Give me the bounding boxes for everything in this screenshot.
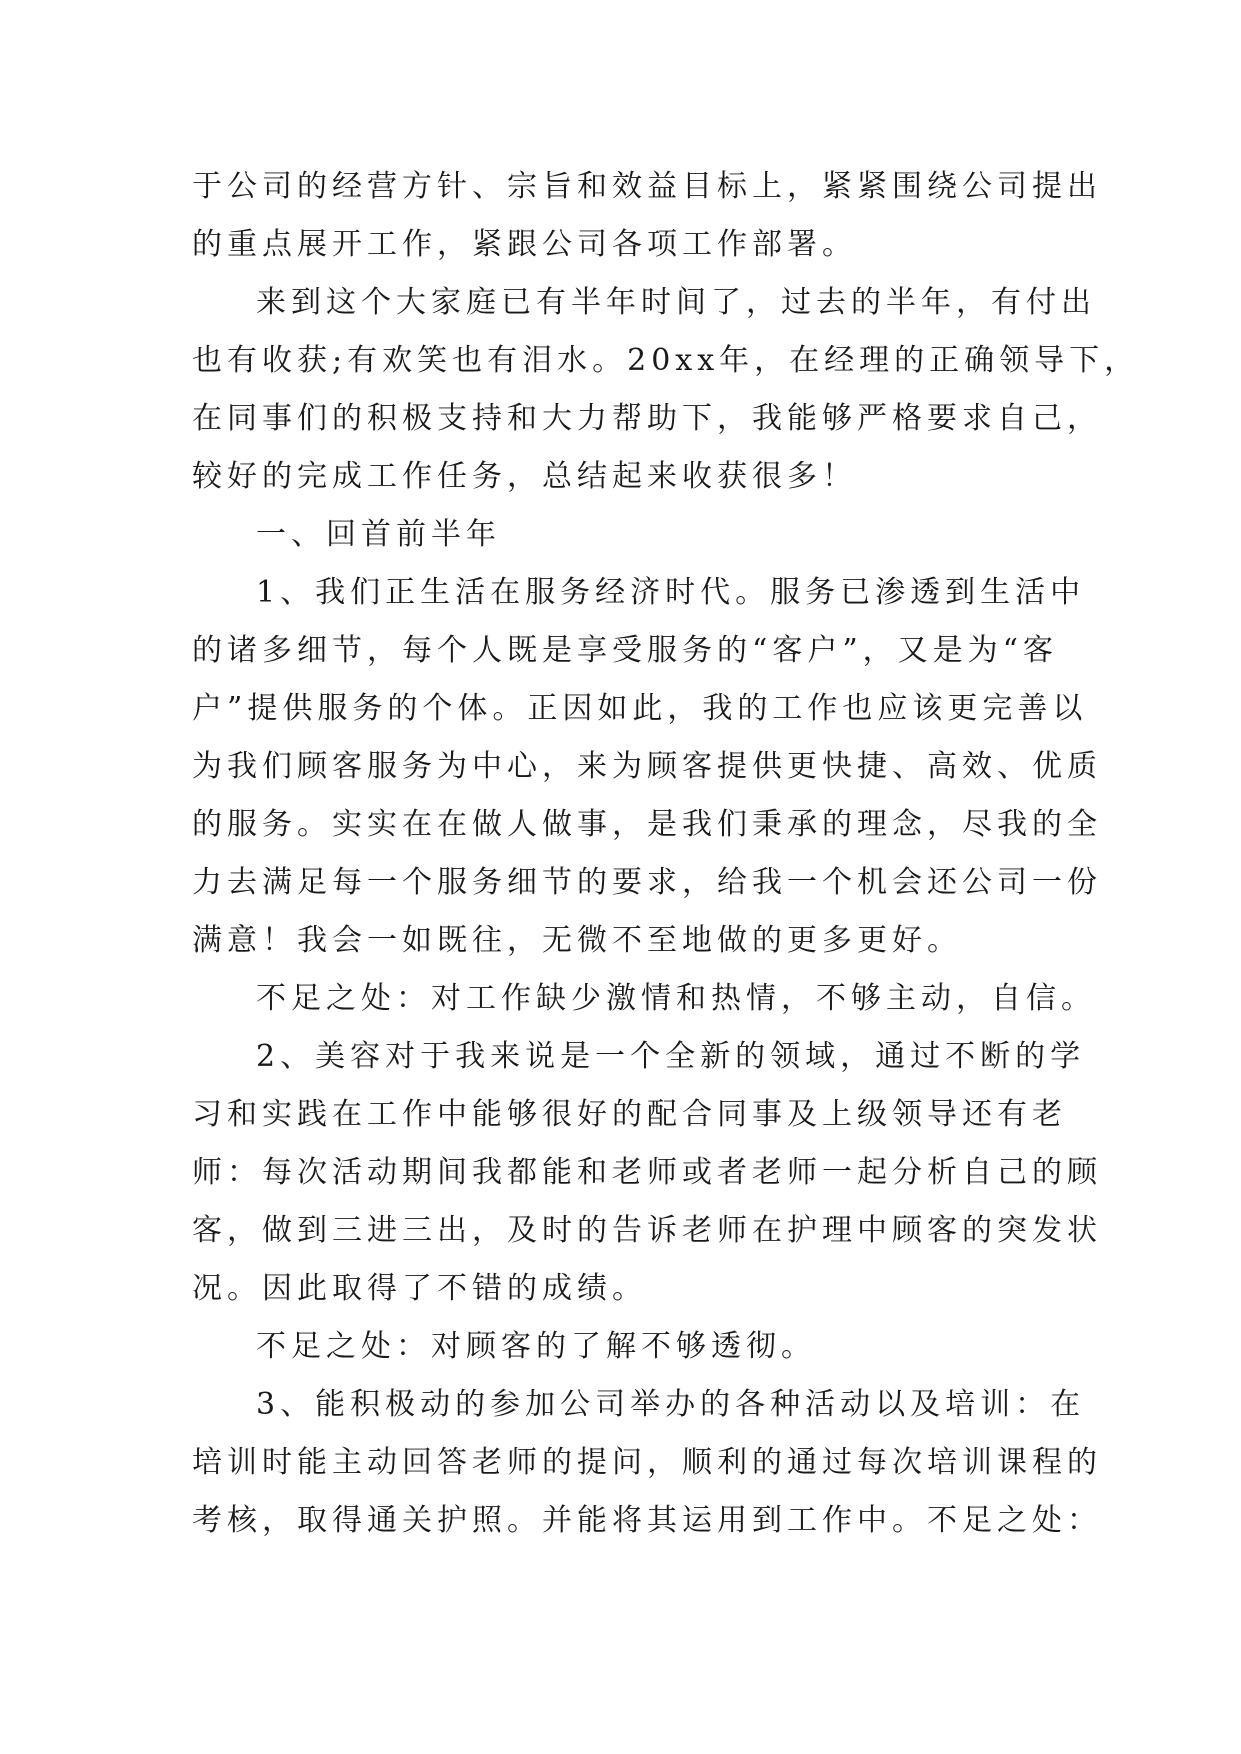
section-heading: 一、回首前半年	[256, 517, 501, 552]
text-line: 为我们顾客服务为中心，来为顾客提供更快捷、高效、优质	[192, 749, 1102, 784]
text-line: 的重点展开工作，紧跟公司各项工作部署。	[192, 227, 857, 262]
paragraph-start: 来到这个大家庭已有半年时间了，过去的半年，有付出	[256, 285, 1096, 320]
text-line: 也有收获;有欢笑也有泪水。20xx年，在经理的正确领导下，	[192, 343, 1140, 378]
shortcoming-note: 不足之处：对工作缺少激情和热情，不够主动，自信。	[256, 981, 1096, 1016]
text-line: 培训时能主动回答老师的提问，顺利的通过每次培训课程的	[192, 1445, 1102, 1480]
text-line: 习和实践在工作中能够很好的配合同事及上级领导还有老	[192, 1097, 1067, 1132]
text-line: 在同事们的积极支持和大力帮助下，我能够严格要求自己，	[192, 401, 1102, 436]
text-line: 师：每次活动期间我都能和老师或者老师一起分析自己的顾	[192, 1155, 1102, 1190]
text-line: 况。因此取得了不错的成绩。	[192, 1271, 647, 1306]
paragraph-start: 3、能积极动的参加公司举办的各种活动以及培训：在	[256, 1387, 1086, 1422]
text-line: 满意！我会一如既往，无微不至地做的更多更好。	[192, 923, 962, 958]
text-line: 户”提供服务的个体。正因如此，我的工作也应该更完善以	[192, 691, 1088, 726]
document-body	[192, 158, 1140, 1550]
text-line: 的服务。实实在在做人做事，是我们秉承的理念，尽我的全	[192, 807, 1102, 842]
paragraph-start: 1、我们正生活在服务经济时代。服务已渗透到生活中	[256, 575, 1086, 610]
text-line: 于公司的经营方针、宗旨和效益目标上，紧紧围绕公司提出	[192, 169, 1102, 204]
paragraph-start: 2、美容对于我来说是一个全新的领域，通过不断的学	[256, 1039, 1086, 1074]
text-line: 力去满足每一个服务细节的要求，给我一个机会还公司一份	[192, 865, 1102, 900]
text-line: 考核，取得通关护照。并能将其运用到工作中。不足之处：	[192, 1503, 1102, 1538]
text-line: 的诸多细节，每个人既是享受服务的“客户”，又是为“客	[192, 633, 1059, 668]
shortcoming-note: 不足之处：对顾客的了解不够透彻。	[256, 1329, 816, 1364]
text-line: 较好的完成工作任务，总结起来收获很多！	[192, 459, 857, 494]
text-line: 客，做到三进三出，及时的告诉老师在护理中顾客的突发状	[192, 1213, 1102, 1248]
